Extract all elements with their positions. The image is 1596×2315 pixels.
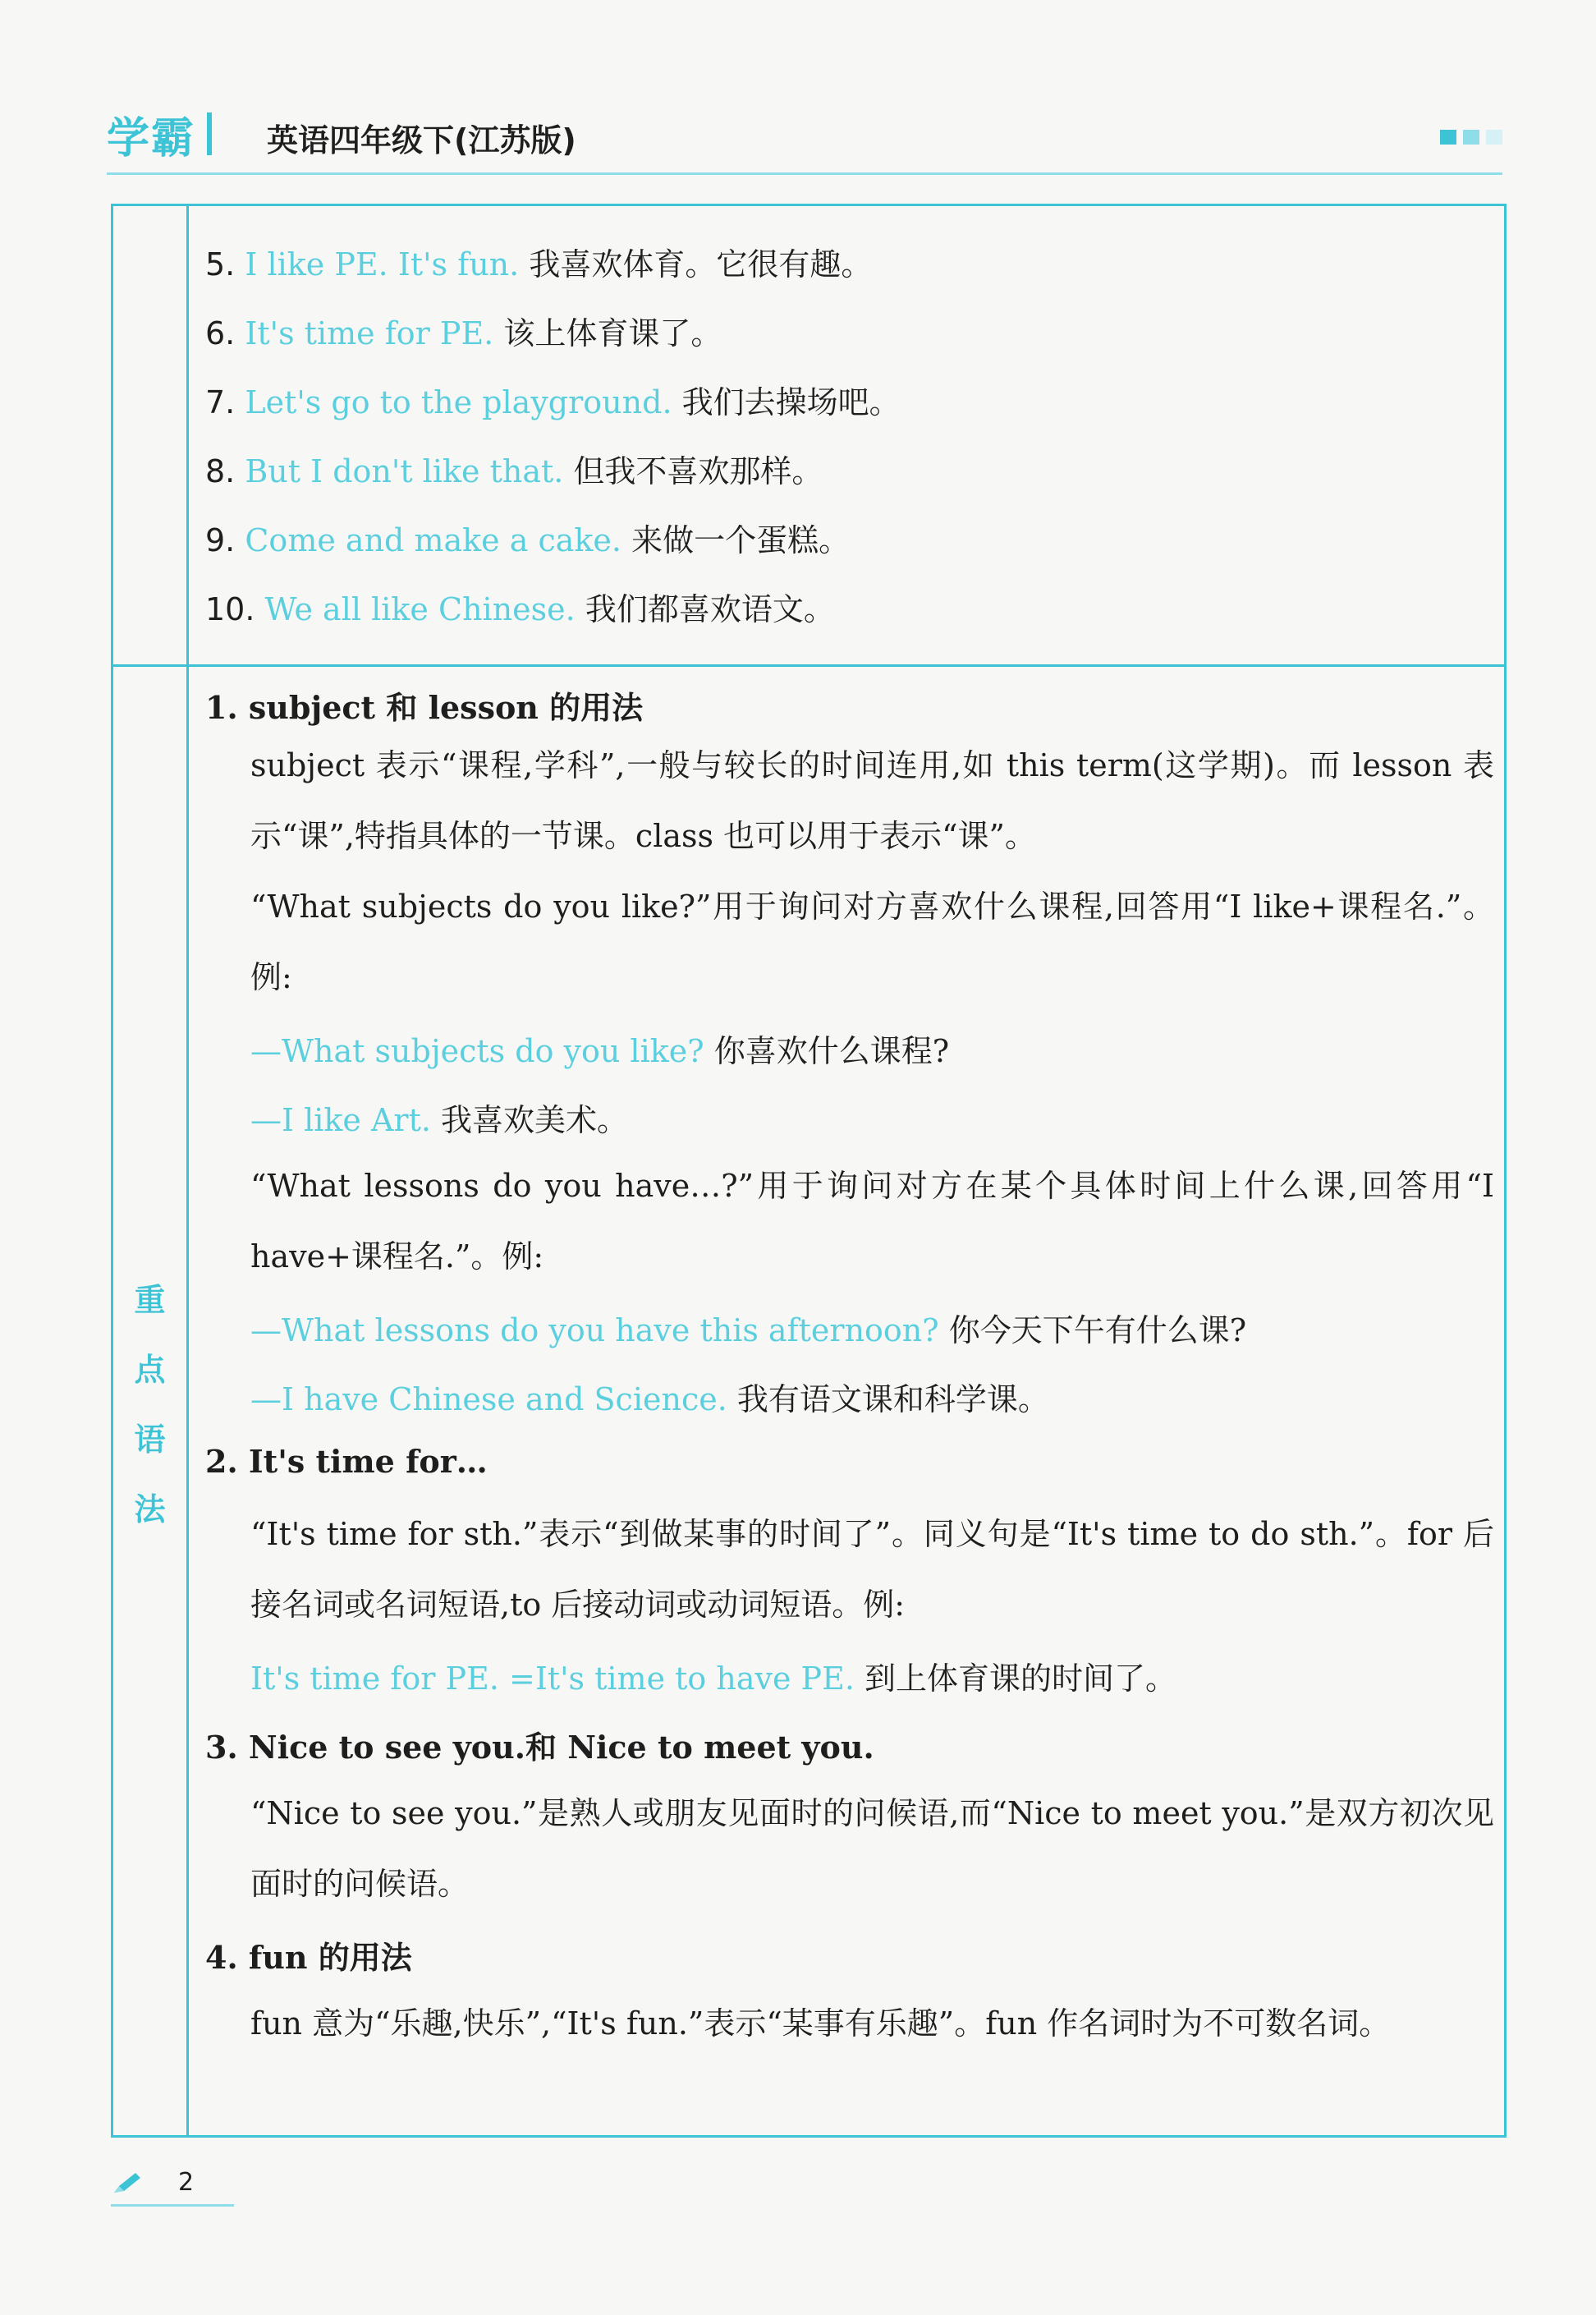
sentence-english: We all like Chinese.: [264, 591, 576, 627]
section-label-char: 语: [134, 1422, 166, 1458]
example-line: —What subjects do you like? 你喜欢什么课程?: [250, 1033, 950, 1069]
grammar-paragraph: “Nice to see you.”是熟人或朋友见面时的问候语,而“Nice to meet you.”是双方初次见面时的问候语。: [250, 1795, 1494, 1902]
sentence-chinese: 我们去操场吧。: [681, 384, 901, 420]
sentence-item: 9. Come and make a cake. 来做一个蛋糕。: [205, 522, 851, 558]
logo: [107, 105, 212, 163]
decor-square: [1463, 130, 1479, 145]
side-column: [113, 206, 189, 2135]
grammar-paragraph: fun 意为“乐趣,快乐”,“It's fun.”表示“某事有乐趣”。fun 作名词时为不可数名词。: [250, 2005, 1391, 2042]
grammar-paragraph: subject 表示“课程,学科”,一般与较长的时间连用,如 this term(这学期)。而 lesson 表示“课”,特指具体的一节课。class 也可以用于表示“课”。: [250, 747, 1494, 854]
grammar-paragraph: “It's time for sth.”表示“到做某事的时间了”。同义句是“It's time to do sth.”。for 后接名词或名词短语,to 后接动词或动词短语。例:: [250, 1516, 1494, 1623]
sentence-chinese: 我喜欢体育。它很有趣。: [529, 246, 873, 282]
sentence-item: 6. It's time for PE. 该上体育课了。: [205, 315, 722, 351]
section-label: [113, 1265, 186, 1545]
sentence-chinese: 但我不喜欢那样。: [573, 453, 823, 489]
sentence-english: Come and make a cake.: [245, 522, 621, 558]
sentence-item: 7. Let's go to the playground. 我们去操场吧。: [205, 384, 901, 420]
grammar-heading: 1. subject 和 lesson 的用法: [205, 689, 644, 726]
page-header: [107, 97, 1502, 171]
example-line: —I have Chinese and Science. 我有语文课和科学课。: [250, 1381, 1049, 1417]
sentence-english: Let's go to the playground.: [245, 384, 672, 420]
sentence-chinese: 来做一个蛋糕。: [631, 522, 851, 558]
footer-rule: [111, 2204, 234, 2207]
header-decoration: [1440, 130, 1502, 145]
example-line: —I like Art. 我喜欢美术。: [250, 1102, 629, 1138]
content-box: [111, 204, 1507, 2138]
sentence-item: 8. But I don't like that. 但我不喜欢那样。: [205, 453, 823, 489]
grammar-heading: 3. Nice to see you.和 Nice to meet you.: [205, 1729, 874, 1766]
grammar-paragraph: “What lessons do you have…?”用于询问对方在某个具体时间上什么课,回答用“I have+课程名.”。例:: [250, 1168, 1494, 1275]
book-title: 英语四年级下(江苏版): [267, 122, 576, 158]
sentence-english: I like PE. It's fun.: [245, 246, 520, 282]
sentence-english: But I don't like that.: [245, 453, 564, 489]
example-line: It's time for PE. =It's time to have PE. 到上体育课的时间了。: [250, 1660, 1177, 1697]
sentence-chinese: 该上体育课了。: [503, 315, 722, 351]
grammar-paragraph: “What subjects do you like?”用于询问对方喜欢什么课程,回答用“I like+课程名.”。例:: [250, 889, 1494, 995]
section-label-char: 点: [134, 1352, 166, 1388]
page-footer: [111, 2168, 242, 2209]
header-rule: [107, 172, 1502, 175]
sentence-item: 10. We all like Chinese. 我们都喜欢语文。: [205, 591, 835, 627]
logo-divider: [207, 113, 212, 155]
decor-square: [1486, 130, 1502, 145]
grammar-heading: 2. It's time for…: [205, 1443, 488, 1480]
sentence-chinese: 我们都喜欢语文。: [585, 591, 835, 627]
sentence-item: 5. I like PE. It's fun. 我喜欢体育。它很有趣。: [205, 246, 873, 282]
pencil-icon: [111, 2171, 144, 2196]
section-label-char: 重: [134, 1282, 166, 1318]
example-line: —What lessons do you have this afternoon? 你今天下午有什么课?: [250, 1312, 1247, 1348]
page-number: 2: [178, 2168, 195, 2197]
section-divider: [113, 664, 1504, 667]
section-label-char: 法: [134, 1491, 166, 1527]
sentence-english: It's time for PE.: [245, 315, 494, 351]
grammar-heading: 4. fun 的用法: [205, 1939, 412, 1976]
decor-square: [1440, 130, 1456, 145]
logo-text: 学霸: [107, 113, 196, 163]
